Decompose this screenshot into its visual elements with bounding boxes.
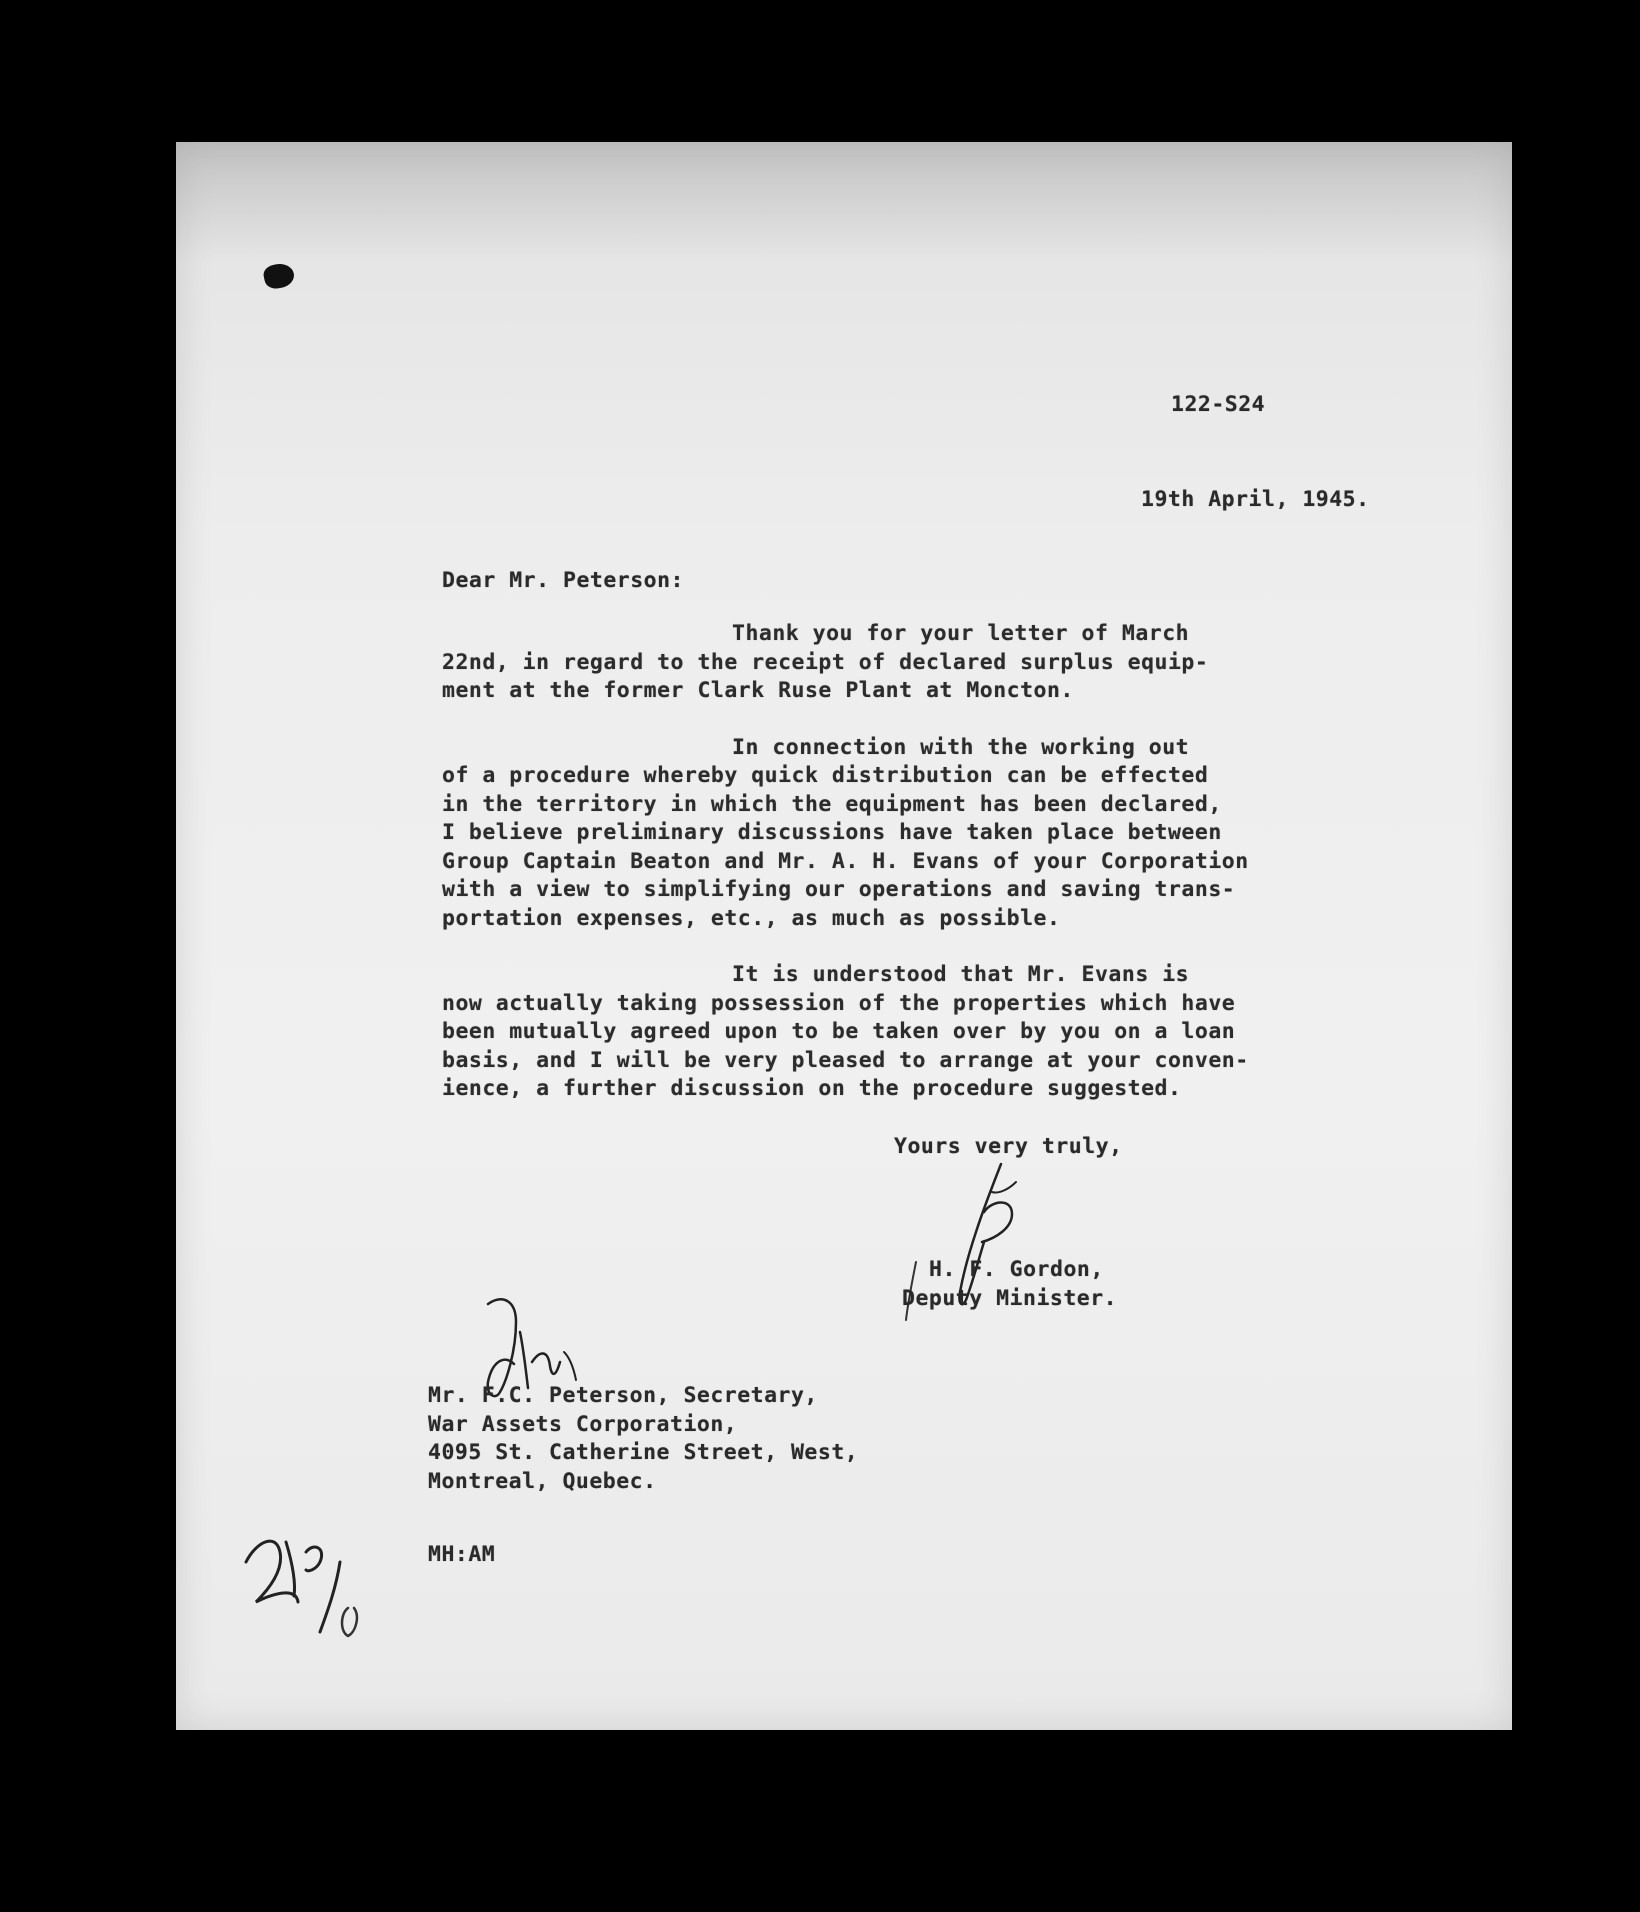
- address-line: Montreal, Quebec.: [428, 1468, 657, 1494]
- file-reference: 122-S24: [1171, 392, 1266, 417]
- body-line: Group Captain Beaton and Mr. A. H. Evans of your Corporation: [442, 848, 1249, 874]
- paragraph-3: [442, 961, 1442, 1104]
- letter-page: [176, 142, 1512, 1730]
- paragraph-1: [442, 620, 1442, 706]
- body-line: basis, and I will be very pleased to arrange at your conven-: [442, 1047, 1249, 1073]
- body-line: with a view to simplifying our operations and saving trans-: [442, 877, 1236, 902]
- signer-title: Deputy Minister.: [902, 1286, 1118, 1311]
- body-line: of a procedure whereby quick distribution can be effected: [442, 763, 1209, 788]
- typist-initials: MH:AM: [428, 1542, 496, 1567]
- body-line: It is understood that Mr. Evans is: [732, 962, 1190, 987]
- body-line: portation expenses, etc., as much as possible.: [442, 905, 1061, 931]
- body-line: In connection with the working out: [732, 734, 1190, 760]
- signer-name: H. F. Gordon,: [929, 1257, 1104, 1282]
- address-line: 4095 St. Catherine Street, West,: [428, 1440, 859, 1465]
- body-line: now actually taking possession of the properties which have: [442, 990, 1236, 1016]
- recipient-address: [428, 1382, 858, 1496]
- body-line: been mutually agreed upon to be taken over by you on a loan: [442, 1019, 1236, 1044]
- body-line: I believe preliminary discussions have taken place between: [442, 820, 1222, 845]
- complimentary-close: Yours very truly,: [894, 1134, 1123, 1159]
- body-line: Thank you for your letter of March: [732, 621, 1190, 646]
- handwritten-file-mark: [236, 1492, 386, 1662]
- letter-body: [442, 620, 1442, 1132]
- body-line: in the territory in which the equipment has been declared,: [442, 791, 1222, 817]
- salutation: Dear Mr. Peterson:: [442, 568, 684, 593]
- body-line: ience, a further discussion on the procedure suggested.: [442, 1076, 1182, 1101]
- ink-blot-mark: [262, 261, 296, 291]
- address-line: Mr. F.C. Peterson, Secretary,: [428, 1383, 818, 1408]
- body-line: 22nd, in regard to the receipt of declared surplus equip-: [442, 649, 1209, 675]
- paragraph-2: [442, 734, 1442, 934]
- address-line: War Assets Corporation,: [428, 1411, 738, 1437]
- body-line: ment at the former Clark Ruse Plant at Moncton.: [442, 678, 1074, 703]
- letter-date: 19th April, 1945.: [1141, 487, 1370, 512]
